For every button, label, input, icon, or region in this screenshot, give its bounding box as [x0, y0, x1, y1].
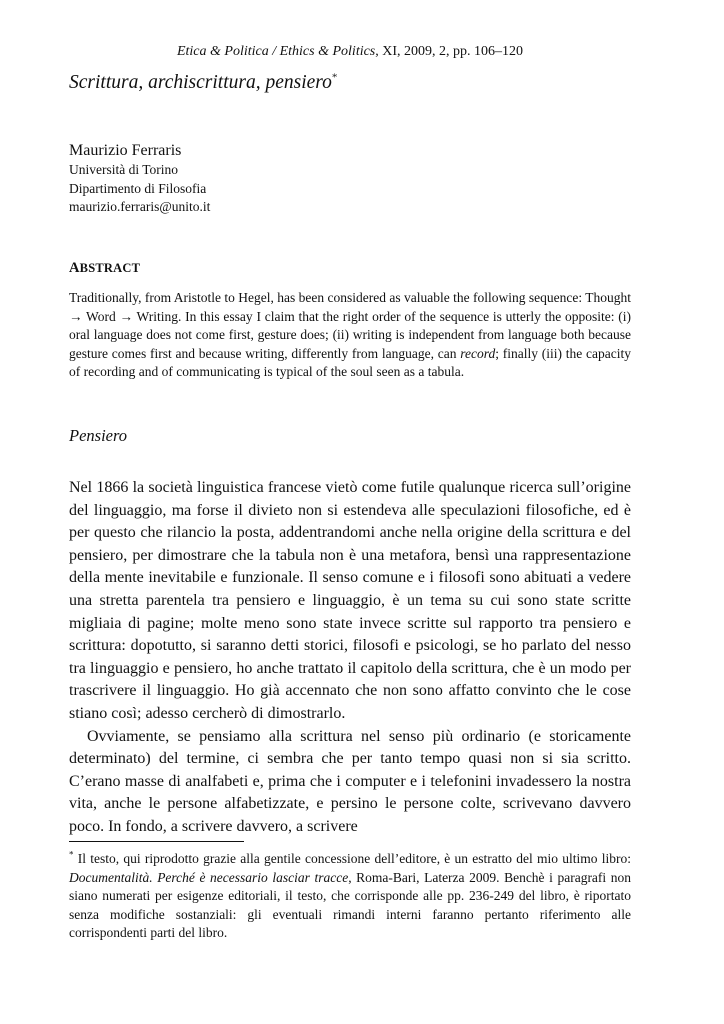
author-name: Maurizio Ferraris: [69, 142, 182, 159]
author-email[interactable]: maurizio.ferraris@unito.it: [69, 199, 211, 214]
abstract-heading-initial: A: [69, 260, 80, 276]
body-paragraph-2: Ovviamente, se pensiamo alla scrittura nel senso più ordinario (e storicamente determinato) del termine, ci sembra che per tanto tempo quasi non si sia scritto. C’erano masse di analfabeti e, prima che i computer e i telefonini invadessero la nostra vita, anche le persone alfabetizzate, e persino le persone colte, scrivevano davvero poco. In fondo, a scrivere davvero, a scrivere: [69, 727, 631, 835]
issue-info: , XI, 2009, 2, pp. 106–120: [375, 44, 524, 59]
article-title-text: Scrittura, archiscrittura, pensiero: [69, 72, 332, 93]
footnote-mark: *: [69, 849, 74, 860]
running-header: [69, 44, 631, 60]
abstract-heading: [69, 260, 140, 277]
title-footnote-mark[interactable]: *: [331, 71, 338, 84]
author-university: Università di Torino: [69, 162, 179, 177]
footnote-part-1: Il testo, qui riprodotto grazie alla gentile concessione dell’editore, è un estratto del mio ultimo libro:: [73, 851, 631, 866]
author-department: Dipartimento di Filosofia: [69, 180, 207, 196]
abstract-text: [69, 289, 631, 382]
abstract-emphasis: record: [460, 345, 496, 361]
body-text: [69, 477, 631, 839]
abstract-part-1: Traditionally, from Aristotle to Hegel, has been considered as valuable the following sequence: Thought → Word → Writing. In this essay I claim that the right order of the sequence is utterly the opposite: (i) oral language does not come first, gesture does; (ii) writing is independent from language both because gesture comes first and because writing, differently from language, can: [69, 290, 631, 361]
footnote: [69, 850, 631, 943]
footnote-book-title: Documentalità. Perché è necessario lasciar tracce: [69, 869, 349, 885]
body-paragraph-1: Nel 1866 la società linguistica francese vietò come futile qualunque ricerca sull’origine del linguaggio, ma forse il divieto non si estendeva alle speculazioni filosofiche, ed è per questo che rilancio la posta, addentrandomi anche nella origine della scrittura e del pensiero, per dimostrare che la tabula non è una metafora, bensì una rappresentazione della mente inevitabile e funzionale. Il senso comune e i filosofi sono abituati a vedere una stretta parentela tra pensiero e linguaggio, è un tema su cui sono state scritte migliaia di pagine; molte meno sono state invece scritte sul rapporto tra pensiero e scrittura: dopotutto, si saranno detti storici, filosofi e psicologi, se ho parlato del nesso tra linguaggio e pensiero, ho anche trattato il capitolo della scrittura, che è un modo per trascrivere il linguaggio. Ho già accennato che non sono affatto convinto che le cose stiano così; adesso cercherò di dimostrarlo.: [69, 479, 631, 722]
journal-name: Etica & Politica / Ethics & Politics: [176, 44, 376, 59]
section-heading: Pensiero: [69, 426, 128, 445]
footnote-part-2: , Roma-Bari, Laterza 2009. Benchè i paragrafi non siano numerati per esigenze editoriali, il testo, che corrisponde alle pp. 236-249 del libro, è riportato senza modifiche sostanziali: gli eventuali rimandi interni faranno pertanto riferimento alle corrispondenti parti del libro.: [69, 869, 631, 940]
article-title: [69, 72, 337, 94]
abstract-heading-rest: BSTRACT: [79, 261, 141, 275]
abstract-part-2: ; finally (iii) the capacity of recording and of communicating is typical of the soul seen as a tabula.: [69, 345, 631, 379]
footnote-divider: [69, 841, 244, 842]
author-block: [69, 141, 210, 217]
